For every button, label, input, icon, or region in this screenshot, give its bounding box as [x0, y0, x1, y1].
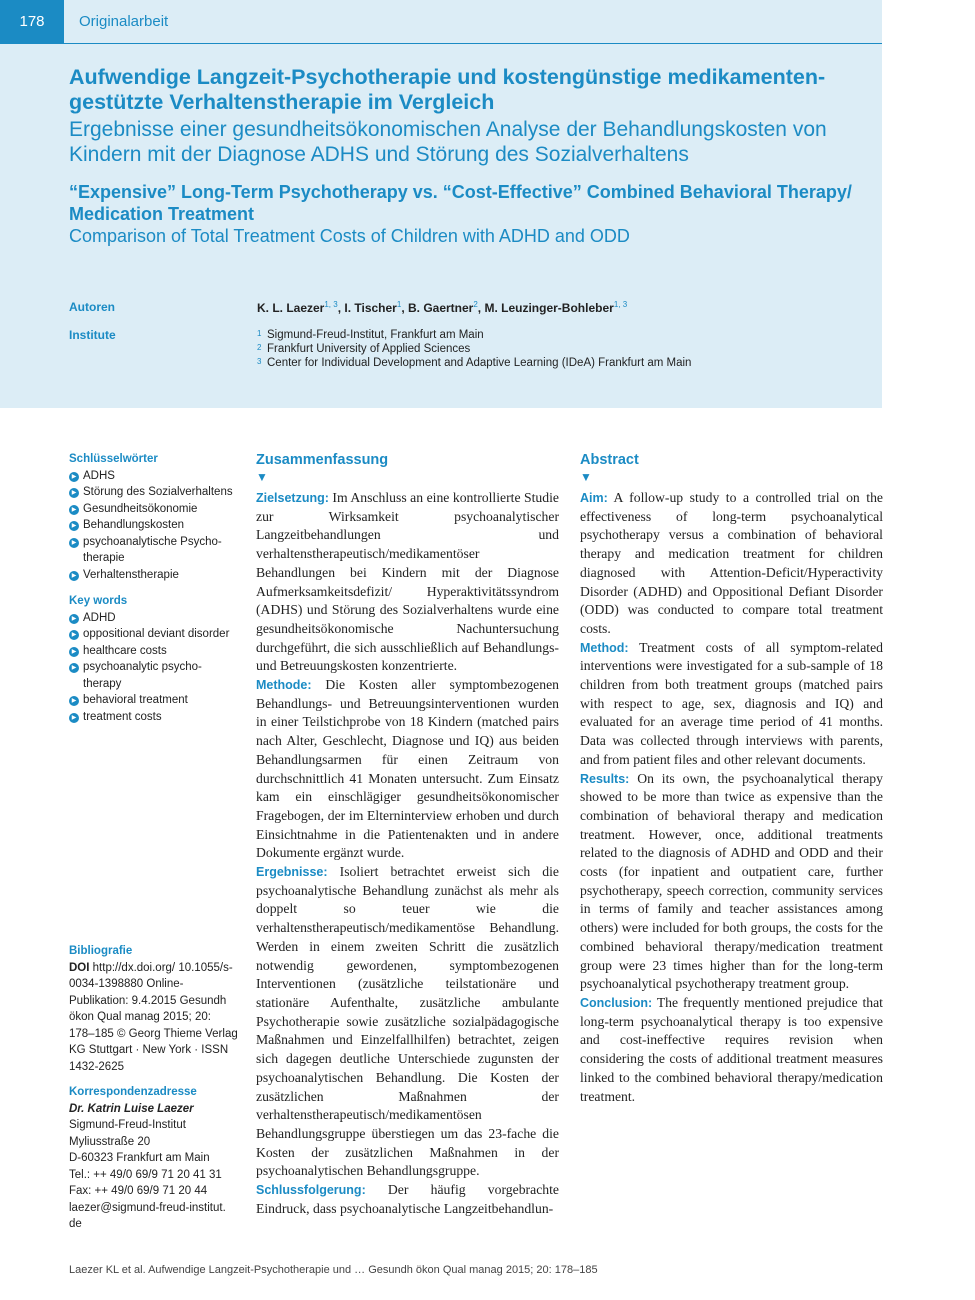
institute-row [257, 356, 691, 370]
correspondence-line: D-60323 Frankfurt am Main [69, 1152, 210, 1164]
section-label: Originalarbeit [79, 13, 169, 30]
institute-list [257, 328, 691, 370]
keywords-en [69, 593, 239, 725]
bibliography-text [69, 960, 239, 1076]
abstract-paragraph [580, 994, 883, 1106]
correspondence-line: Fax: ++ 49/0 69/9 71 20 44 [69, 1185, 208, 1197]
bibliography [69, 943, 239, 1075]
author-affiliation: 1, 3 [613, 300, 628, 309]
keyword-item [69, 659, 239, 692]
abstract-paragraph [256, 863, 559, 1181]
zusammenfassung-column [256, 451, 559, 1218]
abstract-paragraph [256, 1181, 559, 1218]
header-divider [64, 43, 882, 44]
abstract-paragraph [256, 489, 559, 676]
abstract-paragraph [580, 770, 883, 994]
author-affiliation: 2 [473, 300, 478, 309]
institute-name: Frankfurt University of Applied Sciences [267, 343, 471, 355]
bullet-icon [69, 517, 83, 534]
paragraph-text: On its own, the psychoanalytical therapy showed to be more than twice as expensive than the combination of behavioral therapy and medication treatment. However, once, additional treatments related to the diagnosis of ADHD and ODD and their costs (for inpatient and outpatient care, further psychotherapy, speech correction, community services in terms of family and teacher assistances among others) were included for both groups, the costs for the combined behavioral therapy/medication treatment group were 23 times higher than for the long-term psychoanalytical psychotherapy treatment group. [580, 770, 883, 992]
author-name: K. L. Laezer [257, 301, 325, 315]
doi-label: DOI [69, 961, 90, 974]
bibliography-body: http://dx.doi.org/ 10.1055/s-0034-1398880 Online-Publikation: 9.4.2015 Gesundh ökon Qual manag 2015; 20: 178–185 © Georg Thieme Verlag KG Stuttgart · New York · ISSN 1432-2625 [69, 961, 238, 1073]
keyword-text: psychoanalytische Psycho-therapie [83, 535, 222, 564]
triangle-down-icon: ▼ [580, 470, 592, 484]
bullet-icon [69, 484, 83, 501]
paragraph-label: Schlussfolgerung: [256, 1183, 366, 1198]
bullet-icon [69, 567, 83, 584]
paragraph-label: Aim: [580, 491, 608, 505]
subtitle-english: Comparison of Total Treatment Costs of Children with ADHD and ODD [69, 226, 630, 246]
keyword-text: oppositional deviant disorder [83, 628, 230, 640]
bullet-icon [69, 709, 83, 726]
author-list [257, 300, 627, 315]
keyword-item [69, 501, 239, 518]
keywords-de-label: Schlüsselwörter [69, 453, 158, 465]
paragraph-label: Zielsetzung: [256, 491, 329, 505]
keyword-text: Behandlungskosten [83, 519, 185, 531]
keyword-text: Verhaltenstherapie [83, 568, 179, 581]
bullet-icon [69, 692, 83, 709]
paragraph-text: Der häufig vorgebrachte Eindruck, dass psychoanalytische Langzeitbehandlun- [256, 1182, 559, 1216]
bullet-icon [69, 659, 83, 692]
author-separator: , [337, 301, 345, 315]
keywords-de [69, 451, 239, 583]
paragraph-text: The frequently mentioned prejudice that long-term psychoanalytical therapy is too expensive and cost-ineffective requires revision when considering the costs of additional treatment measures linked to the combined behavioral therapy/medication treatment. [580, 994, 883, 1104]
keyword-item [69, 517, 239, 534]
keyword-text: Gesundheitsökonomie [83, 502, 198, 515]
bullet-icon [69, 501, 83, 518]
keyword-text: psychoanalytic psycho-therapy [83, 661, 202, 690]
abstract-paragraph [580, 489, 883, 639]
institute-name: Sigmund-Freud-Institut, Frankfurt am Main [267, 329, 484, 341]
keyword-item [69, 468, 239, 485]
correspondence-line: laezer@sigmund-freud-institut. [69, 1201, 226, 1214]
keyword-text: Störung des Sozialverhaltens [83, 486, 233, 498]
institute-number: 2 [257, 343, 262, 352]
triangle-down-icon: ▼ [256, 470, 268, 484]
correspondence-label: Korrespondenzadresse [69, 1086, 197, 1098]
title-english: “Expensive” Long-Term Psychotherapy vs. “Cost-Effective” Combined Behavioral Therapy/ Medication Treatment [69, 182, 852, 224]
keyword-item [69, 610, 239, 627]
abstract-paragraph [580, 639, 883, 770]
zusammenfassung-heading: Zusammenfassung [256, 452, 389, 468]
title-german: Aufwendige Langzeit-Psychotherapie und kostengünstige medikamenten-gestützte Verhaltenstherapie im Vergleich [69, 65, 826, 114]
paragraph-text: A follow-up study to a controlled trial on the effectiveness of long-term psychoanalytical psychotherapy versus a combination of behavioral therapy and medication treatment for children diagnosed with Attention-Deficit/Hyperactivity Disorder (ADHD) and Oppositional Defiant Disorder (ODD) was conducted to compare total treatment costs. [580, 490, 883, 636]
author-separator: , [401, 301, 408, 315]
keyword-text: ADHS [83, 469, 115, 482]
keyword-item [69, 626, 239, 643]
keyword-item [69, 643, 239, 660]
paragraph-label: Results: [580, 771, 630, 786]
institute-number: 1 [257, 329, 262, 338]
keyword-item [69, 534, 239, 567]
correspondence-name: Dr. Katrin Luise Laezer [69, 1102, 194, 1115]
keyword-item [69, 484, 239, 501]
page-number: 178 [0, 0, 64, 44]
institute-row [257, 328, 691, 342]
keyword-text: healthcare costs [83, 644, 167, 657]
correspondence-line: Myliusstraße 20 [69, 1135, 151, 1148]
paragraph-label: Methode: [256, 678, 312, 693]
bullet-icon [69, 643, 83, 660]
keyword-item [69, 692, 239, 709]
author-affiliation: 1, 3 [324, 300, 338, 309]
subtitle-german: Ergebnisse einer gesundheitsökonomischen Analyse der Behandlungskosten von Kindern mit der Diagnose ADHS und Störung des Sozialverhaltens [69, 118, 827, 166]
institutes-label: Institute [69, 328, 116, 342]
bibliography-label: Bibliografie [69, 945, 133, 957]
paragraph-label: Ergebnisse: [256, 865, 328, 880]
paragraph-label: Method: [580, 640, 629, 655]
institute-row [257, 342, 691, 356]
correspondence [69, 1084, 239, 1233]
author-separator: , [477, 301, 485, 315]
correspondence-line: Sigmund-Freud-Institut [69, 1119, 186, 1131]
authors-label: Autoren [69, 300, 115, 314]
abstract-column [580, 451, 883, 1106]
keyword-text: behavioral treatment [83, 694, 188, 706]
author-name: B. Gaertner [407, 301, 474, 315]
keyword-item [69, 709, 239, 726]
correspondence-line: Tel.: ++ 49/0 69/9 71 20 41 31 [69, 1168, 222, 1181]
paragraph-text: Treatment costs of all symptom-related interventions were investigated for a sub-sample of 18 children from both treatment groups (matched pairs with respect to age, sex, diagnosis and IQ) and evaluated for an average time period of 41 months. Data was collected through interviews with parents, and from patient files and other relevant documents. [580, 639, 883, 767]
institute-name: Center for Individual Development and Adaptive Learning (IDeA) Frankfurt am Main [267, 357, 692, 369]
bullet-icon [69, 534, 83, 567]
institute-number: 3 [257, 357, 262, 366]
author-name: M. Leuzinger-Bohleber [484, 301, 614, 315]
paragraph-text: Im Anschluss an eine kontrollierte Studie zur Wirksamkeit psychoanalytischer Langzeitbehandlungen und verhaltenstherapeutisch/medikamentöser Behandlungen bei Kindern mit der Diagnose Aufmerksamkeitsdefizit/ Hyperaktivitätssyndrom (ADHS) und Störung des Sozialverhaltens wurde eine gesundheitsökonomische Nachuntersuchung durchgeführt, die sich ausschließlich auf Behandlungs- und Betreuungskosten konzentrierte. [256, 490, 559, 674]
paragraph-text: Die Kosten aller symptombezogenen Behandlungs- und Betreuungsinterventionen wurden in einer Teilstichprobe von 18 Kindern (matched pairs nach Alter, Geschlecht, Diagnose und IQ) aus beiden Behandlungsarmen für einen Zeitraum von durchschnittlich 41 Monaten untersucht. Zum Einsatz kam ein einschlägiger gesundheitsökonomischer Fragebogen, der im Elterninterview erhoben und durch Einsichtnahme in die Patientenakten und in andere Dokumente ergänzt wurde. [256, 677, 559, 861]
keyword-text: ADHD [83, 611, 116, 624]
abstract-paragraph [256, 676, 559, 863]
author-name: I. Tischer [344, 301, 397, 315]
paragraph-text: Isoliert betrachtet erweist sich die psychoanalytische Behandlung zunächst als mehr als doppelt so teuer wie die verhaltenstherapeutisch/medikamentöse Behandlung. Werden in einem zweiten Schritt die zusätzlich notwendig gewordenen, symptombezogenen Interventionen (zusätzliche teilstationäre und stationäre Aufenthalte, zusätzliche ambulante Psychotherapie sowie zusätzliche sozialpädagogische Maßnahmen und Einzelfallhilfen) betrachtet, zeigen sich dagegen deutliche Unterschiede zugunsten der psychoanalytischen Behandlung. Die Kosten der zusätzlichen Maßnahmen der verhaltenstherapeutisch/medikamentösen Behandlungsgruppe überstiegen um das 23-fache die Kosten der zusätzlichen Maßnahmen in der psychoanalytischen Behandlungsgruppe. [256, 864, 559, 1179]
bullet-icon [69, 468, 83, 485]
correspondence-line: de [69, 1218, 82, 1230]
abstract-heading: Abstract [580, 452, 639, 468]
bullet-icon [69, 610, 83, 627]
keyword-text: treatment costs [83, 710, 162, 723]
keyword-item [69, 567, 239, 584]
keywords-en-label: Key words [69, 595, 128, 607]
paragraph-label: Conclusion: [580, 995, 653, 1010]
bullet-icon [69, 626, 83, 643]
author-affiliation: 1 [396, 300, 402, 309]
page-footer: Laezer KL et al. Aufwendige Langzeit-Psychotherapie und … Gesundh ökon Qual manag 2015; 20: 178–185 [69, 1264, 598, 1276]
